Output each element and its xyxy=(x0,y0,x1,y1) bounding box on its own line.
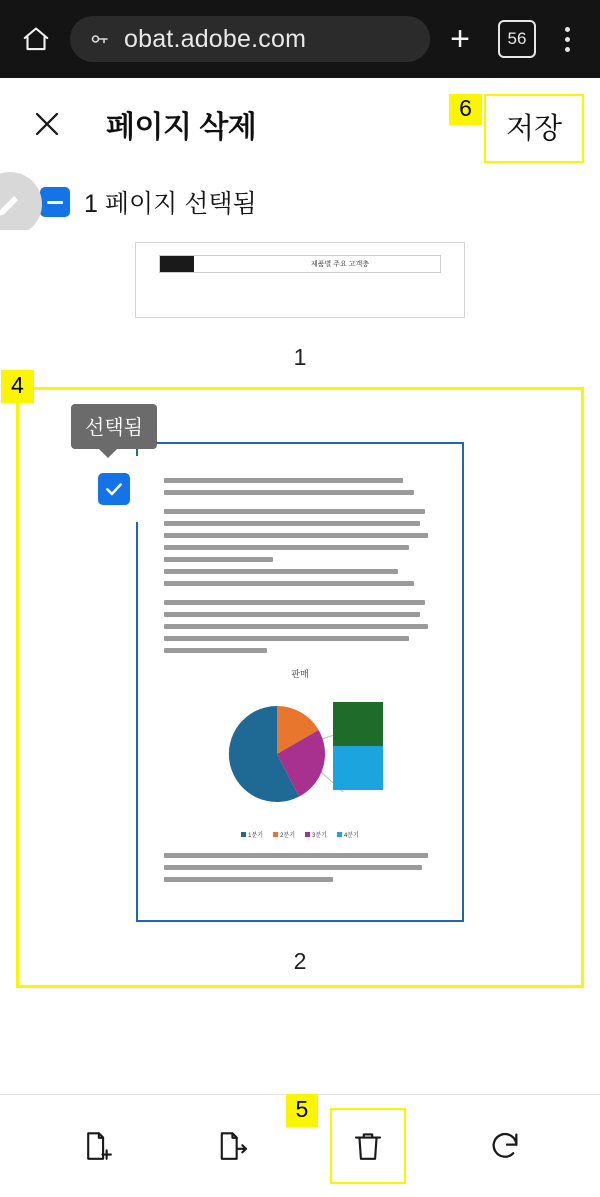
home-icon[interactable] xyxy=(16,19,56,59)
legend-item: 1분기 xyxy=(241,830,263,839)
page-thumbnail-2[interactable] xyxy=(11,372,584,988)
page-1-preview xyxy=(135,242,465,318)
page-1-band-text: 제품별 주요 고객층 xyxy=(240,256,440,272)
page-1-number: 1 xyxy=(293,344,307,370)
selection-status-bar xyxy=(0,170,600,230)
doc-paragraph xyxy=(164,853,436,882)
selected-tooltip: 선택됨 xyxy=(71,404,157,449)
legend-item: 2분기 xyxy=(273,830,295,839)
app-header xyxy=(0,78,600,170)
page-2-number: 2 xyxy=(293,948,307,974)
step-marker-6: 6 xyxy=(449,94,482,125)
page-title: 페이지 삭제 xyxy=(106,111,257,144)
legend-item: 3분기 xyxy=(305,830,327,839)
pencil-icon xyxy=(0,172,42,236)
tab-switcher-button[interactable]: 56 xyxy=(498,20,536,58)
chart-legend xyxy=(164,830,436,839)
close-icon[interactable] xyxy=(24,101,70,147)
chart-title: 판매 xyxy=(291,669,309,679)
checkbox-checked-icon xyxy=(98,473,130,505)
step-marker-4: 4 xyxy=(1,370,34,403)
save-annotation-group xyxy=(449,94,584,163)
save-button-label: 저장 xyxy=(505,113,562,145)
page-thumbnail-1[interactable] xyxy=(0,242,600,371)
legend-item: 4분기 xyxy=(337,830,359,839)
rotate-page-button[interactable] xyxy=(469,1110,541,1182)
page-thumbnail-list[interactable] xyxy=(0,230,600,1048)
browser-toolbar xyxy=(0,0,600,78)
doc-paragraph xyxy=(164,600,436,653)
insert-page-button[interactable] xyxy=(60,1110,132,1182)
page-2-preview xyxy=(136,442,464,922)
page-2-checkbox[interactable] xyxy=(83,456,145,522)
bottom-toolbar xyxy=(0,1094,600,1197)
doc-paragraph xyxy=(164,478,436,495)
address-bar[interactable] xyxy=(70,16,430,62)
pie-chart xyxy=(164,684,436,824)
new-tab-button[interactable]: + xyxy=(450,20,470,58)
selection-count-label: 1 페이지 선택됨 xyxy=(84,190,257,218)
page-1-table-band xyxy=(159,255,441,273)
url-text: obat.adobe.com xyxy=(124,24,307,53)
doc-paragraph xyxy=(164,509,436,586)
pie-chart-svg xyxy=(215,684,385,824)
extract-page-button[interactable] xyxy=(195,1110,267,1182)
kebab-menu-icon[interactable] xyxy=(550,19,584,59)
delete-page-button[interactable] xyxy=(295,1096,406,1184)
site-permissions-icon[interactable] xyxy=(88,27,112,51)
step-marker-5: 5 xyxy=(286,1094,319,1127)
select-all-checkbox[interactable] xyxy=(40,187,70,217)
save-button[interactable] xyxy=(484,94,584,163)
